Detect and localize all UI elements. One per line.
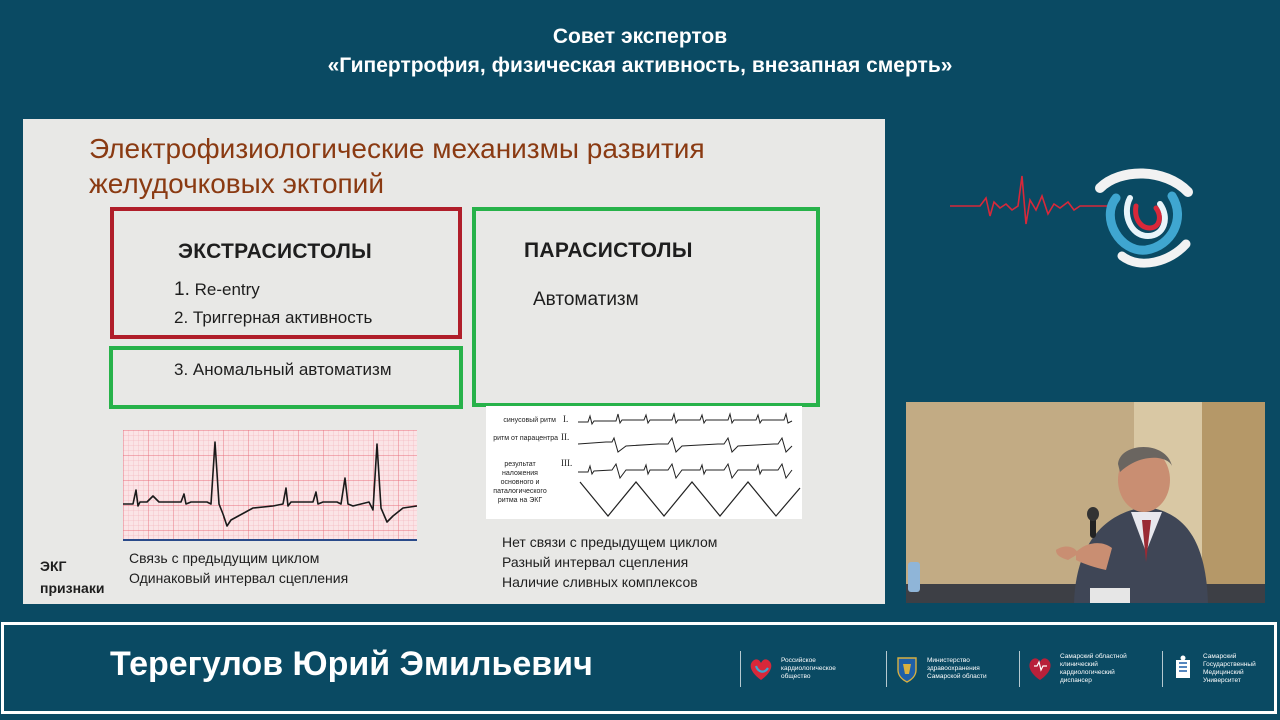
org-cardio-dispensary xyxy=(1019,649,1127,689)
org-text: Министерство здравоохранения Самарской области xyxy=(927,657,987,680)
org-rko xyxy=(740,649,836,689)
org-text: Российское кардиологическое общество xyxy=(781,657,836,680)
row3-number: III. xyxy=(561,458,573,468)
presentation-slide xyxy=(23,119,885,604)
row2-label: ритм от парацентра xyxy=(493,435,558,442)
left-sign-2: Одинаковый интервал сцепления xyxy=(129,570,349,586)
conference-logo xyxy=(950,158,1200,273)
row2-number: II. xyxy=(561,432,570,442)
ekg-signs-label: ЭКГ признаки xyxy=(40,558,105,596)
speaker-video xyxy=(906,402,1265,603)
slide-title-line2: желудочковых эктопий xyxy=(89,168,384,199)
event-title: Совет экспертов xyxy=(552,25,728,48)
row1-label: синусовый ритм xyxy=(503,417,556,424)
heart-logo-icon xyxy=(746,654,776,684)
extrasystole-item-3: 3. Аномальный автоматизм xyxy=(174,360,392,379)
parasystole-item: Автоматизм xyxy=(533,289,639,310)
left-sign-1: Связь с предыдущим циклом xyxy=(129,550,320,566)
right-ekg-signs xyxy=(502,532,717,592)
parasystole-diagram xyxy=(486,406,802,519)
heart-logo-icon xyxy=(1025,654,1055,684)
parasystole-box xyxy=(472,207,820,407)
row3-label: результат наложения основного и паталогического ритма на ЭКГ xyxy=(493,461,547,504)
event-subtitle: «Гипертрофия, физическая активность, внезапная смерть» xyxy=(327,54,953,77)
row1-number: I. xyxy=(563,414,569,424)
slide-title xyxy=(89,131,789,201)
event-header xyxy=(0,22,1280,80)
org-university xyxy=(1162,649,1256,689)
slide-title-line1: Электрофизиологические механизмы развития xyxy=(89,133,705,164)
speaker-name: Терегулов Юрий Эмильевич xyxy=(110,645,593,683)
extrasystole-item-2: 2. Триггерная активность xyxy=(174,308,373,327)
item1-number: 1. xyxy=(174,279,190,300)
extrasystole-heading: ЭКСТРАСИСТОЛЫ xyxy=(178,240,372,263)
parasystole-heading: ПАРАСИСТОЛЫ xyxy=(524,239,693,262)
org-text: Самарский Государственный Медицинский Университет xyxy=(1203,653,1256,684)
org-ministry xyxy=(886,649,987,689)
ecg-strip-image xyxy=(123,430,417,541)
item1-text: Re-entry xyxy=(194,280,260,299)
coat-of-arms-icon xyxy=(892,654,922,684)
left-ekg-signs xyxy=(129,548,348,588)
right-sign-2: Разный интервал сцепления xyxy=(502,554,689,570)
lower-third-banner xyxy=(1,622,1277,714)
university-logo-icon xyxy=(1168,654,1198,684)
parasystole-traces xyxy=(578,406,802,519)
right-sign-3: Наличие сливных комплексов xyxy=(502,574,698,590)
right-sign-1: Нет связи с предыдущем циклом xyxy=(502,534,718,550)
extrasystole-item-1 xyxy=(174,279,260,301)
org-text: Самарский областной клинический кардиологический диспансер xyxy=(1060,653,1127,684)
